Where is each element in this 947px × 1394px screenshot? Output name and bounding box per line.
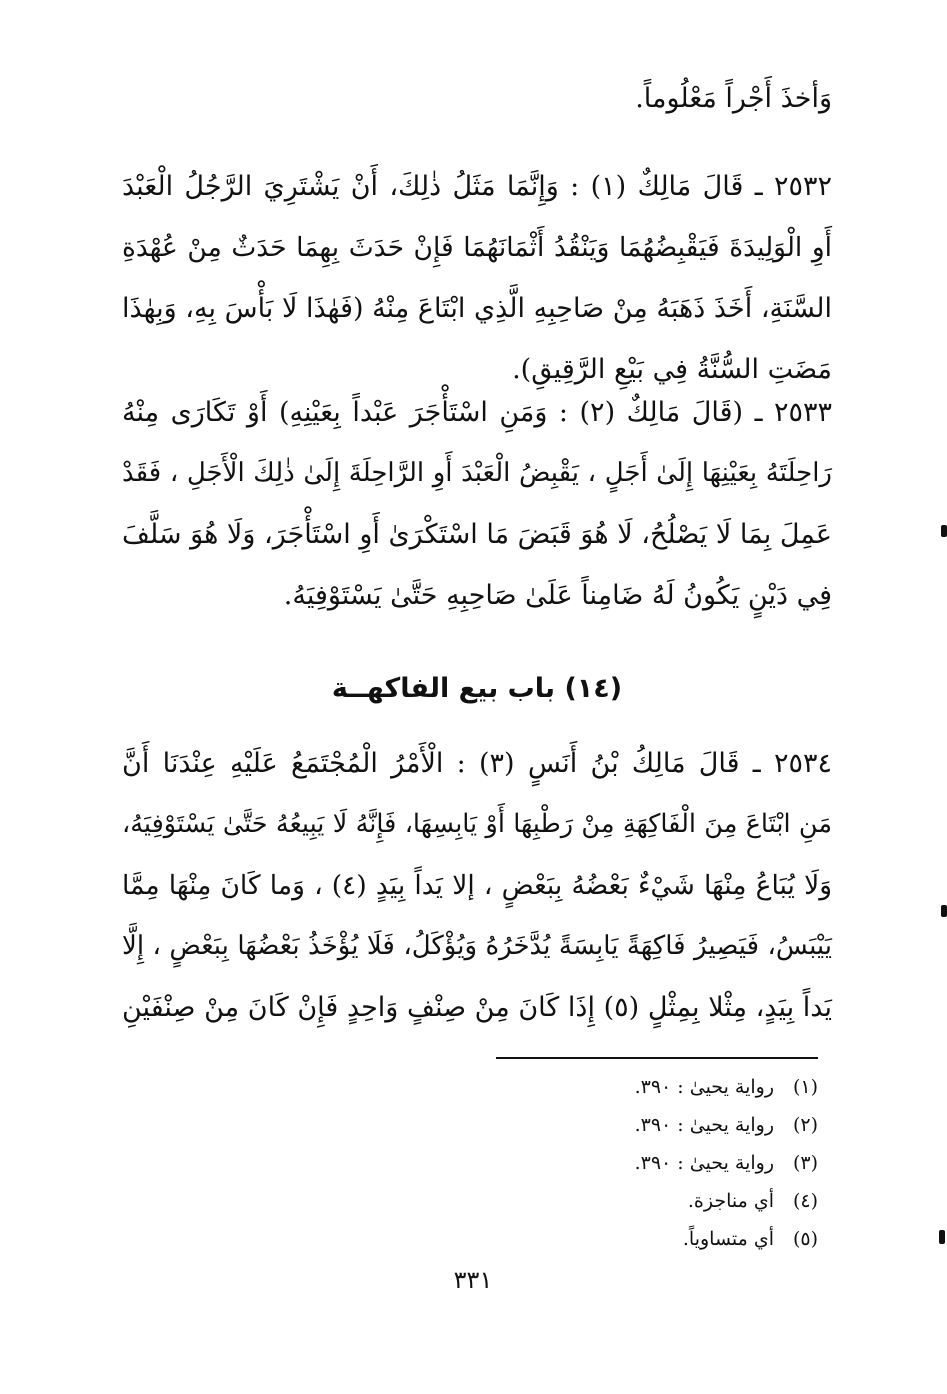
footnote-text: أي متساوياً. bbox=[682, 1228, 774, 1250]
scan-edge-mark bbox=[939, 1230, 945, 1244]
text-line: يَداً بِيَدٍ، مِثْلا بِمِثْلٍ (٥) إِذَا كَانَ مِنْ صِنْفٍ وَاحِدٍ فَإِنْ كَانَ مِنْ صِنْفَيْنِ bbox=[122, 992, 832, 1023]
paragraph-2533 bbox=[122, 382, 832, 626]
text-line: مَضَتِ السُّنَّةُ فِي بَيْعِ الرَّقِيقِ). bbox=[512, 354, 832, 385]
scan-edge-mark bbox=[941, 525, 947, 537]
footnote-divider bbox=[496, 1057, 818, 1059]
text-line: مَنِ ابْتَاعَ مِنَ الْفَاكِهَةِ مِنْ رَطْبِهَا أَوْ يَابِسِهَا، فَإِنَّهُ لَا يَبِيعُهُ حَتَّىٰ يَسْتَوْفِيَهُ، bbox=[122, 809, 832, 839]
footnote-item bbox=[496, 1068, 818, 1106]
footnote-number: (٤) bbox=[792, 1190, 818, 1212]
footnotes bbox=[496, 1068, 818, 1258]
text-line: يَيْبَسُ، فَيَصِيرُ فَاكِهَةً يَابِسَةً يُدَّخَرُهُ وَيُؤْكَلُ، فَلَا يُؤْخَذُ بَعْضُهَا بِبَعْضٍ ، إِلَّا bbox=[122, 931, 832, 961]
scan-edge-mark bbox=[941, 905, 947, 917]
footnote-text: رواية يحيىٰ : ٣٩٠. bbox=[634, 1076, 774, 1098]
paragraph-2534 bbox=[122, 733, 832, 1038]
paragraph-2532 bbox=[122, 156, 832, 400]
chapter-heading: (١٤) باب بيع الفاكهــة bbox=[331, 673, 623, 704]
footnote-number: (٢) bbox=[792, 1114, 818, 1136]
text-line: أَوِ الْوَلِيدَةَ فَيَقْبِضُهُمَا وَيَنْقُدُ أَثْمَانَهُمَا فَإِنْ حَدَثَ بِهِمَا حَدَثٌ مِنْ عُهْدَةِ bbox=[122, 232, 832, 263]
footnote-item bbox=[496, 1144, 818, 1182]
text-line: وَلَا يُبَاعُ مِنْهَا شَيْءٌ بَعْضُهُ بِبَعْضٍ ، إلا يَداً بِيَدٍ (٤) ، وَما كَانَ مِنْهَا مِمَّا bbox=[122, 870, 833, 901]
footnote-item bbox=[496, 1182, 818, 1220]
footnote-number: (١) bbox=[792, 1076, 818, 1098]
page-number: ٣٣١ bbox=[453, 1266, 493, 1294]
footnote-number: (٣) bbox=[792, 1152, 818, 1174]
footnote-item bbox=[496, 1106, 818, 1144]
footnote-item bbox=[496, 1220, 818, 1258]
text-line: السَّنَةِ، أَخَذَ ذَهَبَهُ مِنْ صَاحِبِهِ الَّذِي ابْتَاعَ مِنْهُ (فَهٰذَا لَا بَأْسَ بِهِ، وَبِهٰذَا bbox=[122, 293, 832, 324]
paragraph-1 bbox=[122, 68, 832, 129]
text-line: ٢٥٣٣ ـ (قَالَ مَالِكٌ (٢) : وَمَنِ اسْتَأْجَرَ عَبْداً بِعَيْنِهِ) أَوْ تَكَارَى مِنْهُ bbox=[122, 397, 832, 428]
text-line: وَأخذَ أَجْراً مَعْلُوماً. bbox=[635, 83, 832, 114]
footnote-text: رواية يحيىٰ : ٣٩٠. bbox=[634, 1114, 774, 1136]
text-line: ٢٥٣٤ ـ قَالَ مَالِكُ بْنُ أَنَسٍ (٣) : الْأَمْرُ الْمُجْتَمَعُ عَلَيْهِ عِنْدَنَا أَنَّ bbox=[122, 748, 832, 779]
text-line: رَاحِلَتَهُ بِعَيْنِهَا إِلَىٰ أَجَلٍ ، يَقْبِضُ الْعَبْدَ أَوِ الرَّاحِلَةَ إِلَىٰ ذٰلِكَ الْأَجَلِ ، فَقَدْ bbox=[122, 458, 832, 488]
text-line: ٢٥٣٢ ـ قَالَ مَالِكٌ (١) : وَإِنَّمَا مَثَلُ ذٰلِكَ، أَنْ يَشْتَرِيَ الرَّجُلُ الْعَبْدَ bbox=[122, 171, 833, 202]
footnote-text: أي مناجزة. bbox=[687, 1190, 774, 1212]
text-line: عَمِلَ بِمَا لَا يَصْلُحُ، لَا هُوَ قَبَضَ مَا اسْتَكْرَىٰ أَوِ اسْتَأْجَرَ، وَلَا هُوَ سَلَّفَ bbox=[122, 519, 832, 550]
text-line: فِي دَيْنٍ يَكُونُ لَهُ ضَامِناً عَلَىٰ صَاحِبِهِ حَتَّىٰ يَسْتَوْفِيَهُ. bbox=[283, 580, 832, 611]
footnote-number: (٥) bbox=[792, 1228, 818, 1250]
footnote-text: رواية يحيىٰ : ٣٩٠. bbox=[634, 1152, 774, 1174]
